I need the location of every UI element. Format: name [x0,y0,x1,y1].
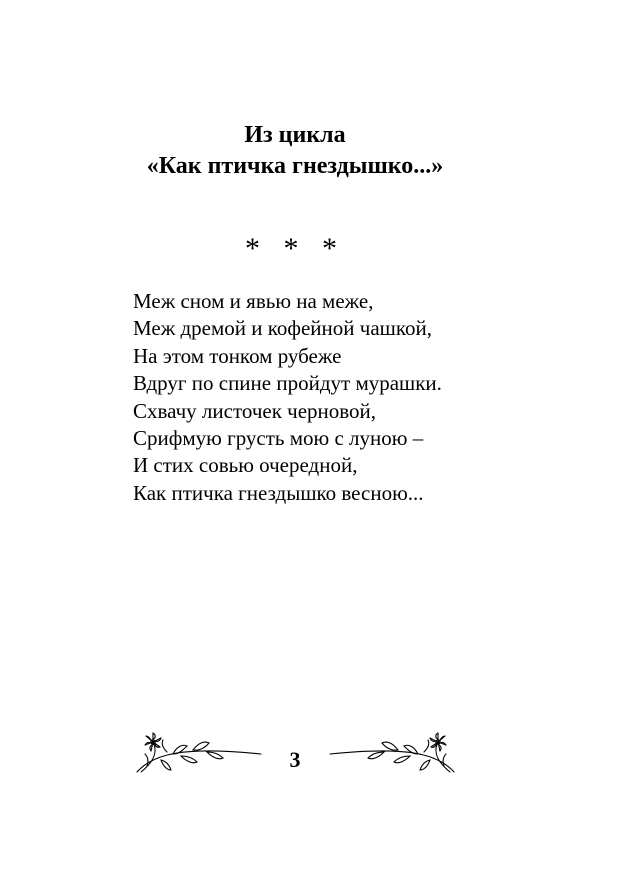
poem-text [133,288,442,507]
poem-cycle-title [0,120,590,182]
poem-line: И стих совью очередной, [133,453,358,478]
poem-line: Меж дремой и кофейной чашкой, [133,316,432,341]
page-number: 3 [289,747,301,772]
section-separator: * * * [245,232,345,265]
poem-line: Меж сном и явью на меже, [133,289,374,313]
poem-line: Схвачу листочек черновой, [133,398,377,423]
title-line-2: «Как птичка гнездышко...» [146,153,444,179]
floral-branch-icon-left [133,724,265,776]
poem-line: На этом тонком рубеже [133,343,342,368]
poem-line: Срифмую грусть мою с луною – [133,426,424,451]
poem-line: Вдруг по спине пройдут мурашки. [133,371,442,396]
poem-line: Как птичка гнездышко весною... [133,480,424,505]
title-line-1: Из цикла [244,122,346,148]
floral-branch-icon-right [326,724,458,776]
